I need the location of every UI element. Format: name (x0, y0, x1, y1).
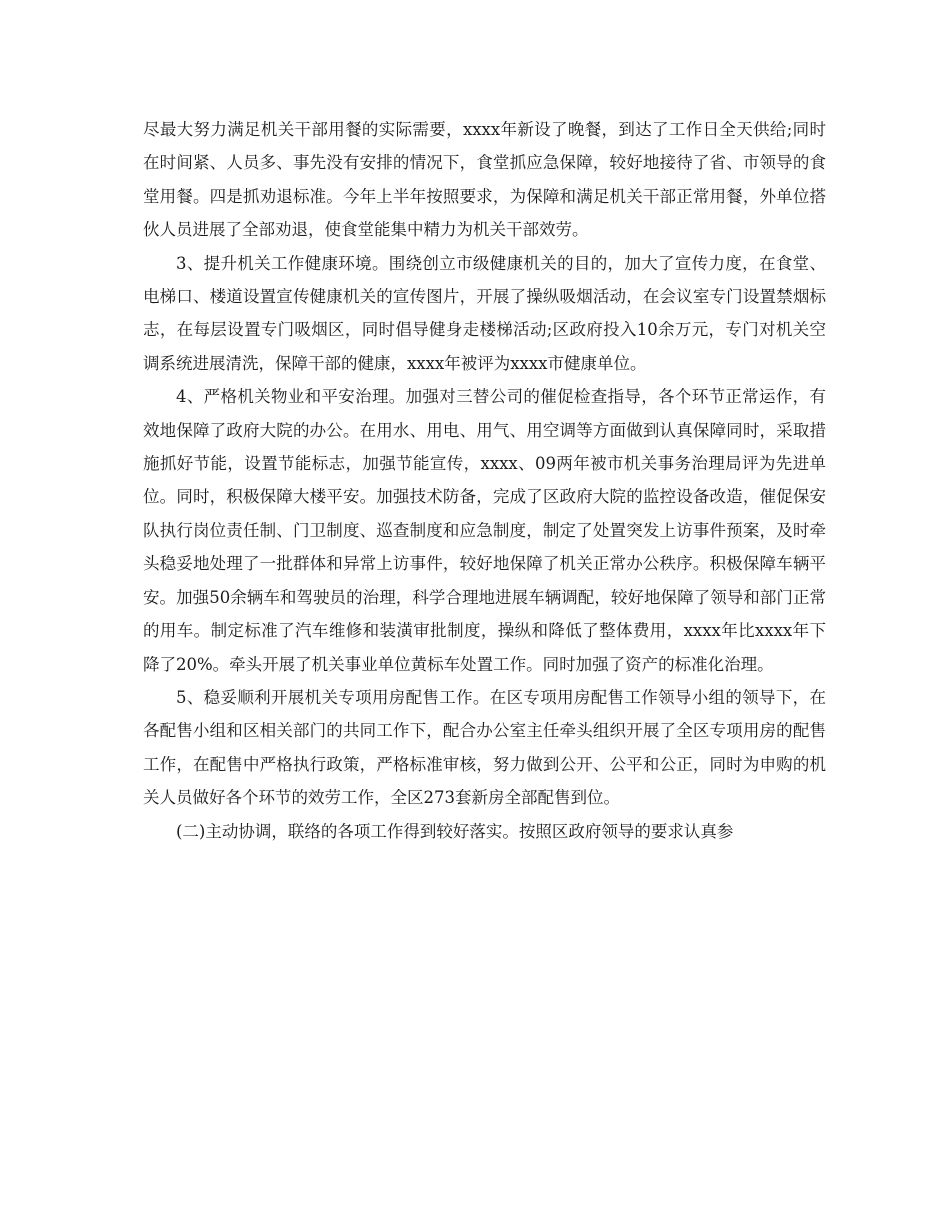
paragraph-health-environment: 3、提升机关工作健康环境。围绕创立市级健康机关的目的，加大了宣传力度，在食堂、电梯口、楼道设置宣传健康机关的宣传图片，开展了操纵吸烟活动，在会议室专门设置禁烟标志，在每层设置专门吸烟区，同时倡导健身走楼梯活动;区政府投入10余万元，专门对机关空调系统进展清洗，保障干部的健康，xxxx年被评为xxxx市健康单位。 (143, 253, 826, 373)
document-body (143, 113, 826, 848)
paragraph-property-safety: 4、严格机关物业和平安治理。加强对三替公司的催促检查指导，各个环节正常运作，有效地保障了政府大院的办公。在用水、用电、用气、用空调等方面做到认真保障同时，采取措施抓好节能，设置节能标志，加强节能宣传，xxxx、09两年被市机关事务治理局评为先进单位。同时，积极保障大楼平安。加强技术防备，完成了区政府大院的监控设备改造，催促保安队执行岗位责任制、门卫制度、巡查制度和应急制度，制定了处置突发上访事件预案，及时牵头稳妥地处理了一批群体和异常上访事件，较好地保障了机关正常办公秩序。积极保障车辆平安。加强50余辆车和驾驶员的治理，科学合理地进展车辆调配，较好地保障了领导和部门正常的用车。制定标准了汽车维修和装潢审批制度，操纵和降低了整体费用，xxxx年比xxxx年下降了20%。牵头开展了机关事业单位黄标车处置工作。同时加强了资产的标准化治理。 (143, 387, 826, 674)
paragraph-canteen-continued: 尽最大努力满足机关干部用餐的实际需要，xxxx年新设了晚餐，到达了工作日全天供给;同时在时间紧、人员多、事先没有安排的情况下，食堂抓应急保障，较好地接待了省、市领导的食堂用餐。四是抓劝退标准。今年上半年按照要求，为保障和满足机关干部正常用餐，外单位搭伙人员进展了全部劝退，使食堂能集中精力为机关干部效劳。 (143, 120, 826, 240)
paragraph-coordination: (二)主动协调，联络的各项工作得到较好落实。按照区政府领导的要求认真参 (176, 821, 734, 841)
paragraph-housing-sales: 5、稳妥顺利开展机关专项用房配售工作。在区专项用房配售工作领导小组的领导下，在各配售小组和区相关部门的共同工作下，配合办公室主任牵头组织开展了全区专项用房的配售工作，在配售中严格执行政策，严格标准审核，努力做到公开、公平和公正，同时为申购的机关人员做好各个环节的效劳工作，全区273套新房全部配售到位。 (143, 687, 826, 808)
